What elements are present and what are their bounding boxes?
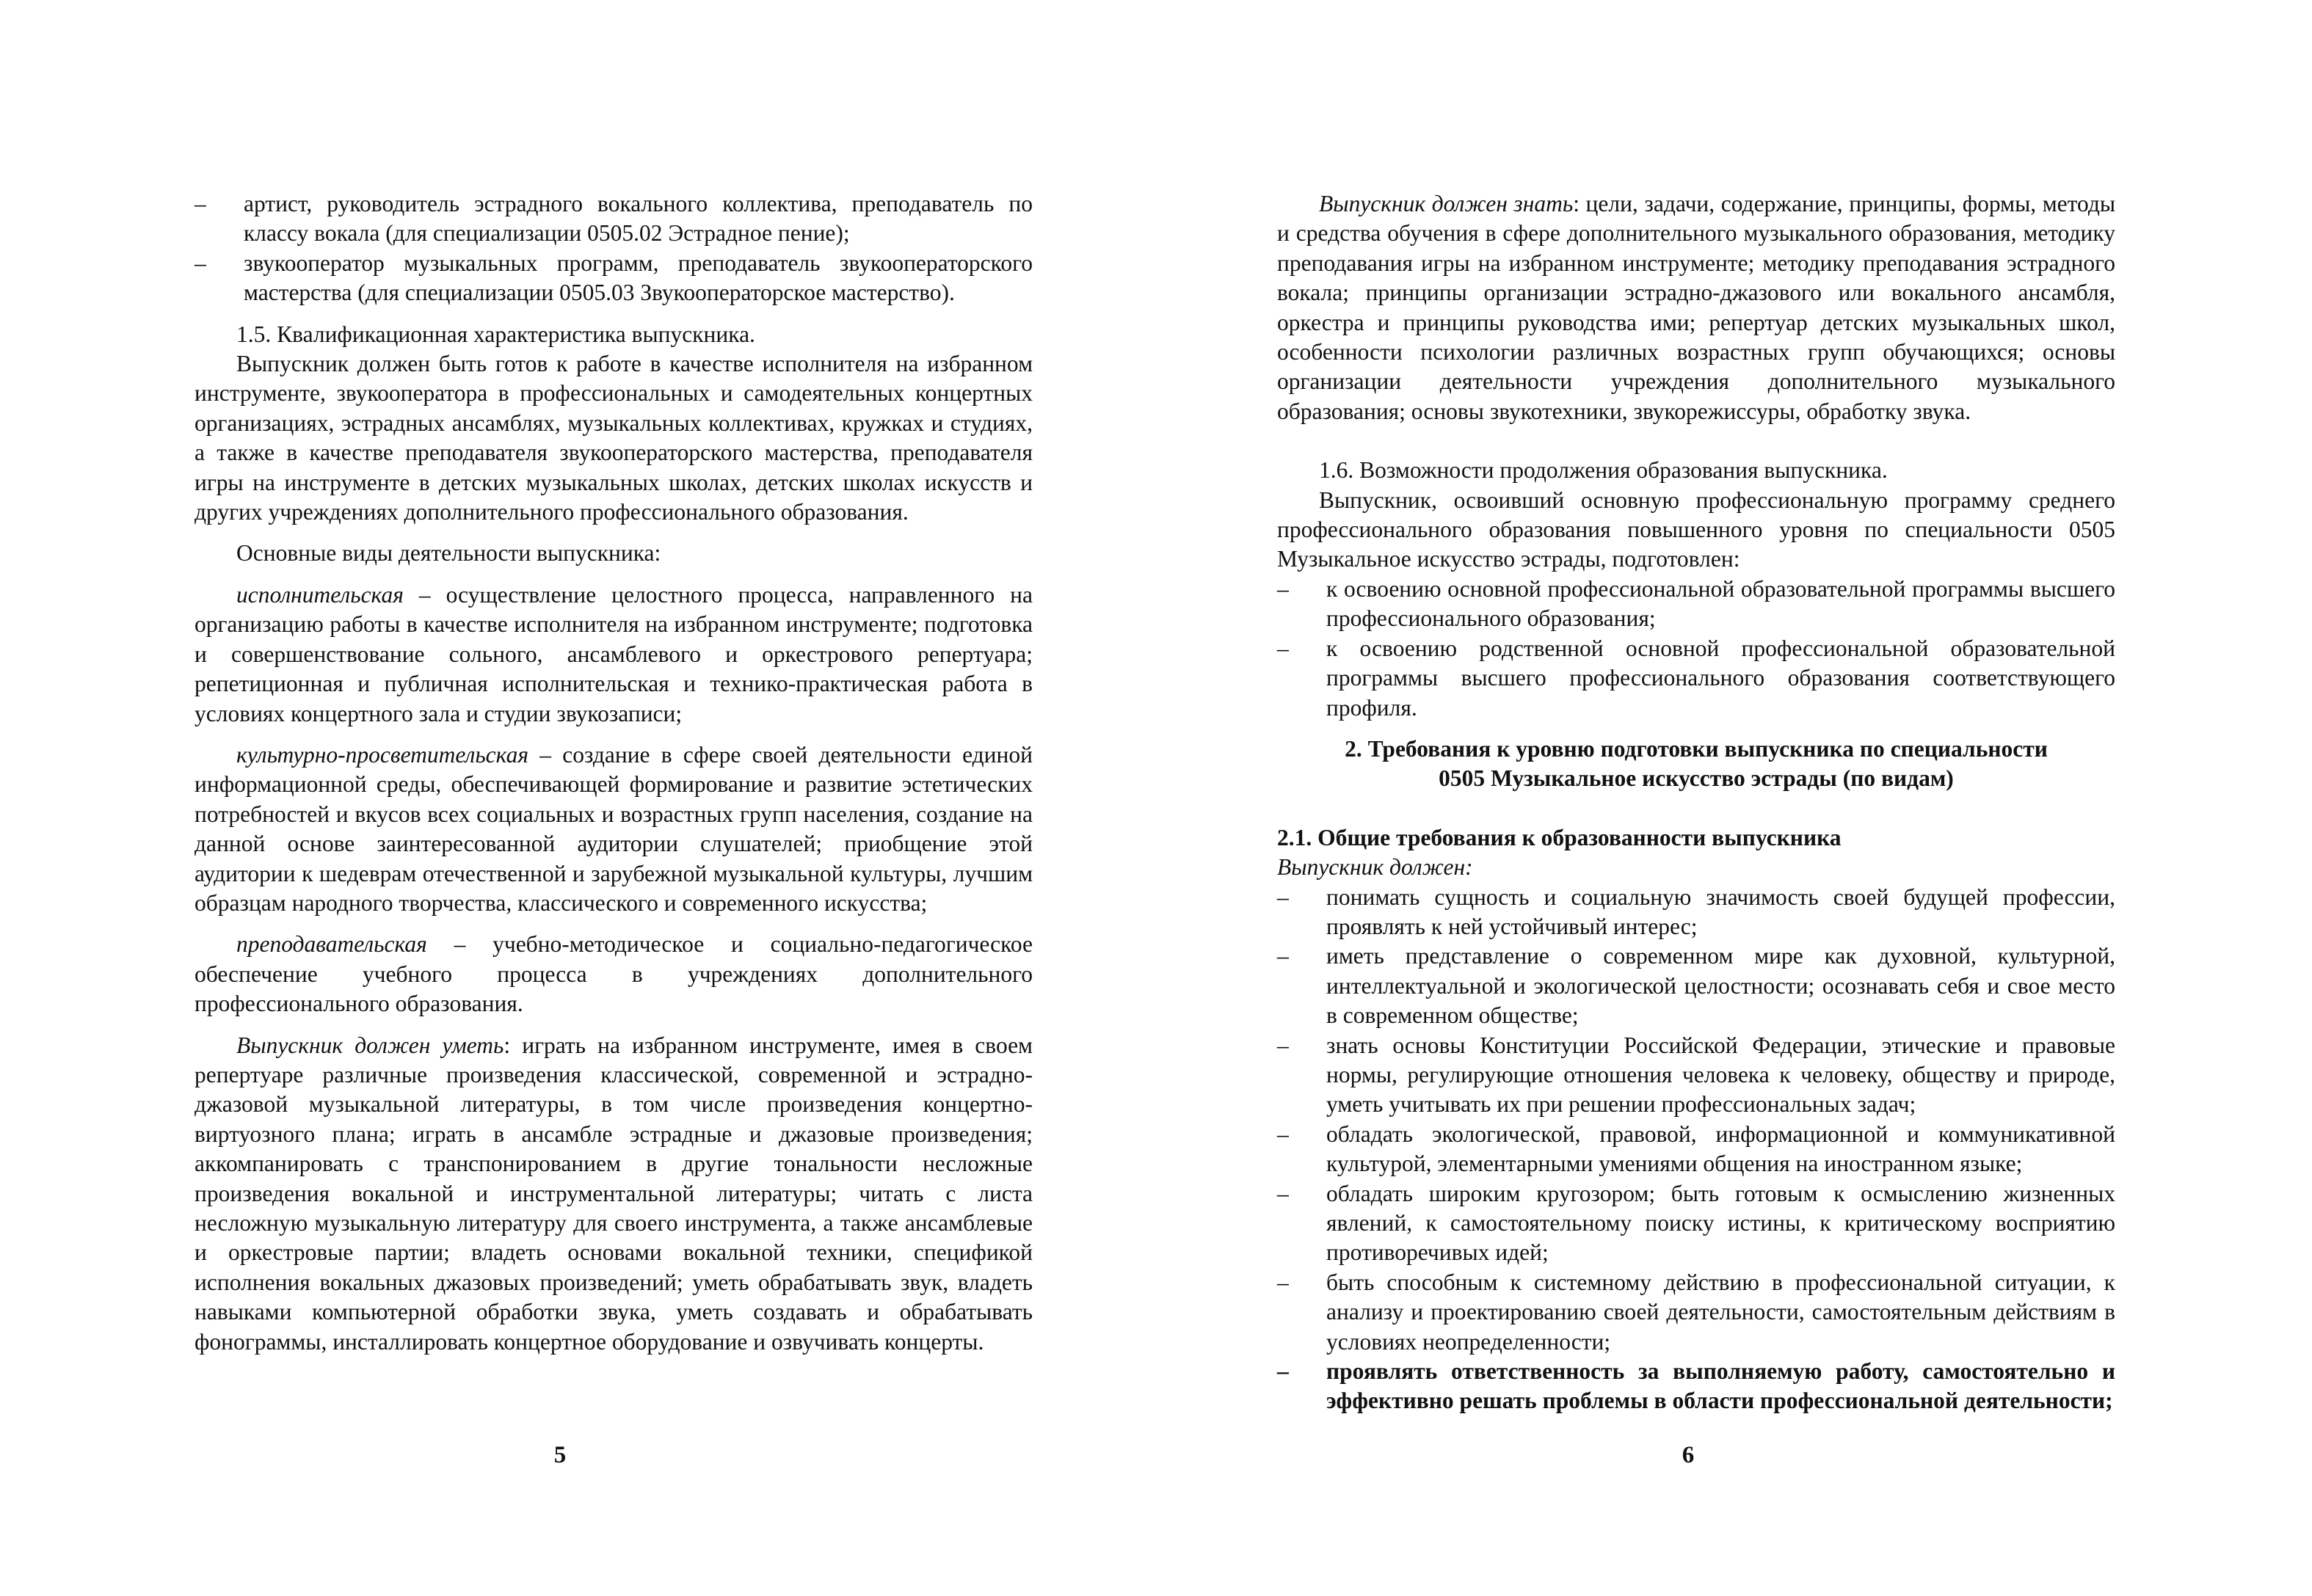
activity-term: культурно-просветительская (236, 741, 528, 768)
activity-cultural: культурно-просветительская – создание в сфере своей деятельности единой информационной среды, обеспечивающей формирование и развитие эстетических потребностей и вкусов всех социальных и возрастных групп населения, создание на данной основе заинтересованной аудитории слушателей; приобщение этой аудитории к шедеврам отечественной и зарубежной музыкальной культуры, лучшим образцам народного творчества, классического и современного искусства; (195, 741, 1033, 916)
dash-marker: – (1277, 943, 1289, 969)
list-item: – знать основы Конституции Российской Федерации, этические и правовые нормы, регулирующие отношения человека к человеку, обществу и природе, уметь учитывать их при решении профессиональных задач; (1277, 1032, 2115, 1118)
list-item: – иметь представление о современном мире как духовной, культурной, интеллектуальной и экологической целостности; осознавать себя и свое место в современном обществе; (1277, 943, 2115, 1029)
dash-marker: – (1277, 1180, 1289, 1206)
requirements-list (1277, 883, 2115, 1416)
list-item: – обладать широким кругозором; быть готовым к осмыслению жизненных явлений, к самостоятельному поиску истины, к критическому восприятию противоречивых идей; (1277, 1180, 2115, 1266)
dash-marker: – (195, 249, 206, 276)
dash-marker: – (1277, 1269, 1289, 1295)
list-item: – звукооператор музыкальных программ, преподаватель звукооператорского мастерства (для специализации 0505.03 Звукооператорское мастерство). (195, 249, 1033, 306)
right-page (1156, 0, 2312, 1596)
graduate-skills: Выпускник должен уметь: играть на избранном инструменте, имея в своем репертуаре различные произведения классической, современной и эстрадно-джазовой музыкальной литературы, в том числе произведения концертно-виртуозного плана; играть в ансамбле эстрадные и джазовые произведения; аккомпанировать с транспонированием в другие тональности несложные произведения вокальной и инструментальной литературы; читать с листа несложную музыкальную литературу для своего инструмента, а также ансамблевые и оркестровые партии; владеть основами вокальной техники, спецификой исполнения вокальных джазовых произведений; уметь обрабатывать звук, владеть навыками компьютерной обработки звука, уметь создавать и обрабатывать фонограммы, инсталлировать концертное оборудование и озвучивать концерты. (195, 1032, 1033, 1355)
section-2-title: 2. Требования к уровню подготовки выпускника по специальности 0505 Музыкальное искусство эстрады (по видам) (1345, 735, 2048, 792)
activities-heading: Основные виды деятельности выпускника: (236, 540, 661, 566)
dash-marker: – (1277, 1358, 1289, 1385)
page-number: 5 (553, 1442, 567, 1468)
activity-term: исполнительская (236, 581, 404, 608)
right-page-text (1277, 189, 2115, 1416)
list-item: – к освоению родственной основной профессиональной образовательной программы высшего профессионального образования соответствующего профиля. (1277, 635, 2115, 721)
specialization-list (195, 189, 1033, 308)
graduate-knowledge: Выпускник должен знать: цели, задачи, содержание, принципы, формы, методы и средства обучения в сфере дополнительного музыкального образования, методику преподавания игры на избранном инструменте; методику преподавания эстрадного вокала; принципы организации эстрадно-джазового или вокального ансамбля, оркестра и принципы руководства ими; репертуар детских музыкальных школ, особенности психологии различных возрастных групп обучающихся; основы организации деятельности учреждения дополнительного музыкального образования; основы звукотехники, звукорежиссуры, обработку звука. (1277, 191, 2116, 424)
activity-performing: исполнительская – осуществление целостного процесса, направленного на организацию работы в качестве исполнителя на избранном инструменте; подготовка и совершенствование сольного, ансамблевого и оркестрового репертуара; репетиционная и публичная исполнительская и технико-практическая работа в условиях концертного зала и студии звукозаписи; (195, 581, 1033, 726)
dash-marker: – (1277, 1121, 1289, 1147)
list-item: – проявлять ответственность за выполняемую работу, самостоятельно и эффективно решать проблемы в области профессиональной деятельности; (1277, 1358, 2115, 1414)
list-item: – к освоению основной профессиональной образовательной программы высшего профессионального образования; (1277, 575, 2115, 632)
knowledge-term: Выпускник должен знать (1319, 191, 1574, 216)
section-1-6-text: Выпускник, освоивший основную профессиональную программу среднего профессионального образования повышенного уровня по специальности 0505 Музыкальное искусство эстрады, подготовлен: (1277, 487, 2115, 572)
continuation-list (1277, 575, 2115, 723)
activity-term: преподавательская (236, 931, 427, 958)
section-1-5-text: Выпускник должен быть готов к работе в качестве исполнителя на избранном инструменте, звукооператора в профессиональных и самодеятельных концертных организациях, эстрадных ансамблях, музыкальных коллективах, кружках и студиях, а также в качестве преподавателя звукооператорского мастерства, преподавателя игры на инструменте в детских музыкальных школах, детских школах искусств и других учреждениях дополнительного профессионального образования. (195, 351, 1033, 525)
section-1-5-heading: 1.5. Квалификационная характеристика выпускника. (236, 321, 755, 347)
list-item: – артист, руководитель эстрадного вокального коллектива, преподаватель по классу вокала (для специализации 0505.02 Эстрадное пение); (195, 191, 1033, 247)
section-1-6-heading: 1.6. Возможности продолжения образования выпускника. (1319, 457, 1888, 484)
activity-teaching: преподавательская – учебно-методическое и социально-педагогическое обеспечение учебного процесса в учреждениях дополнительного профессионального образования. (195, 931, 1033, 1017)
skills-term: Выпускник должен уметь (236, 1032, 504, 1058)
list-item: – быть способным к системному действию в профессиональной ситуации, к анализу и проектированию своей деятельности, самостоятельным действиям в условиях неопределенности; (1277, 1269, 2115, 1355)
dash-marker: – (1277, 883, 1289, 910)
list-item: – обладать экологической, правовой, информационной и коммуникативной культурой, элементарными умениями общения на иностранном языке; (1277, 1121, 2115, 1177)
section-2-1-title: 2.1. Общие требования к образованности выпускника (1277, 824, 1842, 850)
list-item: – понимать сущность и социальную значимость своей будущей профессии, проявлять к ней устойчивый интерес; (1277, 883, 2115, 939)
left-page-text (195, 189, 1033, 1357)
section-2-1-lead: Выпускник должен: (1277, 854, 1473, 881)
dash-marker: – (1277, 575, 1289, 602)
dash-marker: – (1277, 635, 1289, 661)
page-number: 6 (1682, 1442, 1695, 1468)
dash-marker: – (1277, 1032, 1289, 1058)
dash-marker: – (195, 191, 206, 216)
